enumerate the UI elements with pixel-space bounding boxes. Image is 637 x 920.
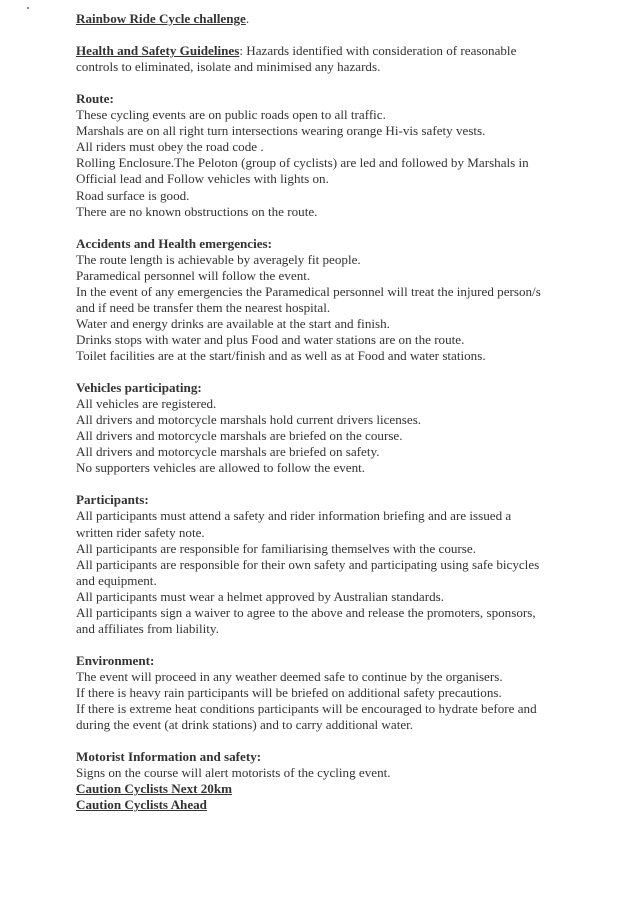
spacer <box>76 637 616 653</box>
accidents-line: Toilet facilities are at the start/finish and as well as at Food and water stations. <box>76 347 486 363</box>
participants-line: All participants must wear a helmet approved by Australian standards. <box>76 588 444 604</box>
route-line: All riders must obey the road code . <box>76 139 264 155</box>
document-page <box>76 11 616 813</box>
accidents-heading: Accidents and Health emergencies: <box>76 235 273 251</box>
guidelines-label: Health and Safety Guidelines <box>76 43 240 59</box>
spacer <box>76 27 616 43</box>
environment-line: If there is extreme heat conditions participants will be encouraged to hydrate before and <box>76 701 537 717</box>
accidents-line: The route length is achievable by averagely fit people. <box>76 251 361 267</box>
route-heading: Route: <box>76 91 114 107</box>
participants-line: All participants must attend a safety and rider information briefing and are issued a <box>76 508 512 524</box>
vehicles-line: All vehicles are registered. <box>76 396 217 412</box>
guidelines-line-2: controls to eliminated, isolate and minimised any hazards. <box>76 59 381 75</box>
vehicles-line: All drivers and motorcycle marshals hold current drivers licenses. <box>76 412 422 428</box>
participants-heading: Participants: <box>76 492 149 508</box>
participants-line: All participants are responsible for their own safety and participating using safe bicycles <box>76 556 540 572</box>
spacer <box>76 364 616 380</box>
accidents-line: Water and energy drinks are available at the start and finish. <box>76 315 390 331</box>
document-title-line <box>76 11 616 27</box>
motorist-line: Signs on the course will alert motorists of the cycling event. <box>76 765 391 781</box>
route-line: Road surface is good. <box>76 187 190 203</box>
accidents-line: Drinks stops with water and plus Food and water stations are on the route. <box>76 331 465 347</box>
route-line: Marshals are on all right turn intersections wearing orange Hi-vis safety vests. <box>76 123 486 139</box>
route-line: Rolling Enclosure.The Peloton (group of cyclists) are led and followed by Marshals in <box>76 155 529 171</box>
participants-line: and affiliates from liability. <box>76 620 219 636</box>
caution-sign-text: Caution Cyclists Next 20km <box>76 781 233 797</box>
spacer <box>76 476 616 492</box>
route-line: Official lead and Follow vehicles with lights on. <box>76 171 329 187</box>
spacer <box>76 733 616 749</box>
participants-line: and equipment. <box>76 572 157 588</box>
document-title: Rainbow Ride Cycle challenge <box>76 11 246 26</box>
route-line: There are no known obstructions on the route. <box>76 203 318 219</box>
guidelines-line-1 <box>76 43 616 59</box>
spacer <box>76 75 616 91</box>
environment-line: If there is heavy rain participants will be briefed on additional safety precautions. <box>76 684 502 700</box>
scan-speck <box>27 7 29 9</box>
environment-heading: Environment: <box>76 652 155 668</box>
vehicles-line: All drivers and motorcycle marshals are briefed on the course. <box>76 428 403 444</box>
accidents-line: Paramedical personnel will follow the event. <box>76 267 311 283</box>
environment-line: The event will proceed in any weather deemed safe to continue by the organisers. <box>76 668 503 684</box>
motorist-heading: Motorist Information and safety: <box>76 749 262 765</box>
route-line: These cycling events are on public roads open to all traffic. <box>76 107 386 123</box>
vehicles-heading: Vehicles participating: <box>76 380 202 396</box>
document-title-suffix: . <box>245 11 250 26</box>
caution-sign-text: Caution Cyclists Ahead <box>76 797 207 813</box>
participants-line: All participants are responsible for familiarising themselves with the course. <box>76 540 476 556</box>
participants-line: written rider safety note. <box>76 524 205 540</box>
spacer <box>76 220 616 236</box>
participants-line: All participants sign a waiver to agree to the above and release the promoters, sponsors, <box>76 604 536 620</box>
guidelines-text-1: : Hazards identified with consideration of reasonable <box>239 43 517 59</box>
accidents-line: In the event of any emergencies the Paramedical personnel will treat the injured person/s <box>76 283 541 299</box>
accidents-line: and if need be transfer them the nearest hospital. <box>76 299 331 315</box>
vehicles-line: No supporters vehicles are allowed to follow the event. <box>76 460 366 476</box>
environment-line: during the event (at drink stations) and to carry additional water. <box>76 717 414 733</box>
vehicles-line: All drivers and motorcycle marshals are briefed on safety. <box>76 444 380 460</box>
